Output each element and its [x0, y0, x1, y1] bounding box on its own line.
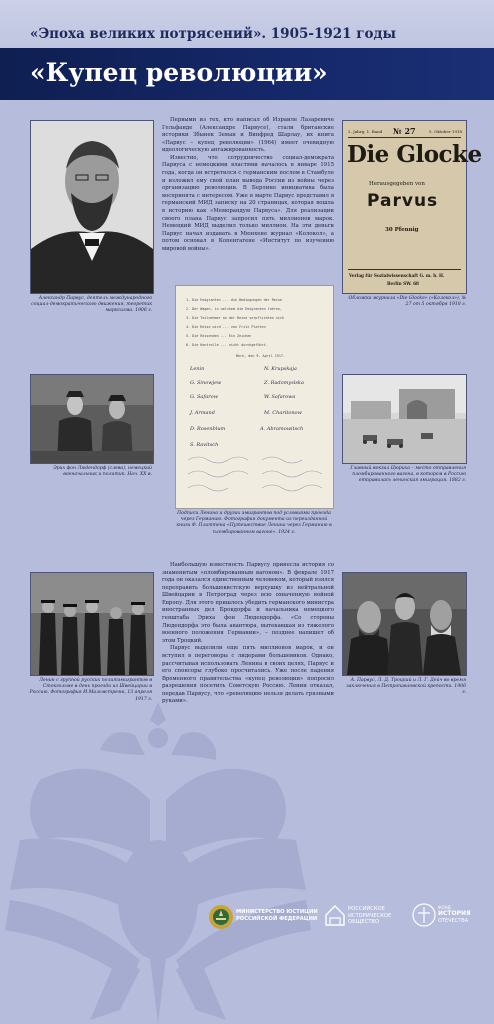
die-glocke-cover-photo: [342, 120, 482, 294]
parvus-portrait-photo: [30, 120, 154, 294]
story-text: [162, 562, 334, 706]
document-clause: 5. Die Reisenden ... Ein Zeichen: [186, 334, 252, 338]
document-clause: 4. Die Reise wird ... von Fritz Platten: [186, 325, 266, 329]
document-signature: W. Safarowa: [264, 394, 296, 400]
magazine-publisher: Verlag für Sozialwissenschaft G. m. b. H.: [349, 273, 445, 278]
signatures-document-photo: [175, 285, 334, 509]
document-caption: Подписи Ленина и других эмигрантов под условиями проезда через Германию. Фотография документа из переизданной книги Ф. Платтена «Путешествие Ленина через Германию в пломбированном вагоне». 1924 г.: [176, 511, 332, 535]
handwriting-strokes-icon: [176, 286, 333, 508]
zurich-station-photo: [342, 374, 467, 464]
magazine-editor: Parvus: [367, 191, 439, 211]
document-signature: A. Abramowitsch: [260, 426, 304, 432]
document-signature: Lenin: [190, 366, 205, 372]
trotsky-group-caption: А. Парвус, Л. Д. Троцкий и Л. Г. Дейч во время заключения в Петропавловской крепости. 1906 г.: [346, 678, 466, 696]
document-place-date: Bern, den 9. April 1917.: [236, 354, 285, 358]
story-paragraph: Наибольшую известность Парвусу принесла история со знаменитым «пломбированным вагоном». В феврале 1917 года он оказался единственным человеком, который взялся переправить большевистскую верхушку из нейтральной Швейцарии в Петроград через всю охваченную войной Европу. Для этого пришлось убедить германского министра иностранных дел Брокдорфа и начальника немецкого генштаба Эриха фон Людендорфа. «Со стороны Людендорфа это была авантюра, вытекавшая из тяжелого военного положения Германии», – позднее напишет об этом Троцкий.: [162, 562, 334, 644]
document-signature: M. Charitonow: [264, 410, 302, 416]
intro-text: [162, 117, 334, 253]
magazine-issue-date: 5. Oktober 1918: [429, 129, 463, 134]
document-signature: Z. Radomyslska: [264, 380, 304, 386]
document-clause: 3. Die Teilnehmer an der Reise verpflichten sich: [186, 316, 284, 320]
document-signature: G. Safarow: [190, 394, 218, 400]
intro-paragraph: Первыми из тех, кто написал об Израиле Лазаревиче Гельфанде (Александре Парвусе), стали британские историки Збынек Земан и Винфред Шарлау, их книга «Парвус – купец революции» (1964) имеет очевидную идеологическую ангажированность.: [162, 117, 334, 154]
document-signature: G. Sinowjew: [190, 380, 222, 386]
document-signature: S. Ravitsch: [190, 442, 219, 448]
rio-emblem-icon: [324, 903, 346, 927]
magazine-issue-number: № 27: [393, 126, 416, 136]
lenin-group-caption: Ленин с группой русских политэмигрантов в Стокгольме в день проезда из Швейцарии в Россию. Фотография И.Мальмстрема, 13 апреля 1917 г.: [29, 678, 152, 702]
trotsky-group-photo: [342, 572, 467, 676]
ludendorff-caption: Эрих фон Людендорф (слева), немецкий военачальник и политик. Нач. ХХ в.: [53, 466, 152, 478]
fond-logo-text: ФОНД ИСТОРИЯ ОТЕЧЕСТВА: [438, 905, 471, 924]
exhibition-subtitle: «Эпоха великих потрясений». 1905-1921 годы: [30, 26, 397, 42]
magazine-city: Berlin SW. 68: [387, 281, 419, 286]
parvus-caption: Александр Парвус, деятель международного социал-демократического движения, теоретик марксизма. 1906 г.: [31, 296, 152, 314]
eagle-watermark-icon: [0, 690, 360, 1024]
die-glocke-caption: Обложка журнала «Die Glocke» («Колокол»), № 27 от 5 октября 1918 г.: [348, 296, 466, 308]
story-paragraph: Парвус выделили еще пять миллионов марок, и он вступил в переговоры с лидерами большевиков. Однако, рассчитывая использовать Ленина в своих целях, Парвус и его спонсоры глубоко просчитались. Уже после падения Временного правительства «купец революции» попросил разрешения посетить Советскую Россию. Ленин отказал, передав Парвусу, что «революцию нельзя делать грязными руками».: [162, 645, 334, 705]
page-title: «Купец революции»: [30, 58, 328, 87]
fond-emblem-icon: [412, 903, 436, 927]
rio-logo-text: РОССИЙСКОЕ ИСТОРИЧЕСКОЕ ОБЩЕСТВО: [348, 906, 392, 925]
magazine-title: Die Glocke: [347, 141, 482, 168]
ministry-logo-text: МИНИСТЕРСТВО ЮСТИЦИИ РОССИЙСКОЙ ФЕДЕРАЦИИ: [236, 909, 318, 922]
zurich-station-caption: Главный вокзал Цюриха – место отправления пломбированного вагона, в котором в Россию отправилась ленинская эмиграция. 1882 г.: [350, 466, 466, 484]
ministry-emblem-icon: [208, 904, 234, 930]
magazine-issue-left: 2. Jahrg. 1. Band: [348, 129, 383, 134]
intro-paragraph: Известно, что сотрудничество социал-демократа Парвуса с немецкими властями началось в январе 1915 года, когда он встретился с германским послом в Стамбуле и изложил ему свой план вывода России из войны через организацию революции. В Берлине инициатива была воспринята с интересом. Уже в марте Парвус представил в германский МИД записку на 20 страницах, которая вошла в историю как «Меморандум Парвуса». Для реализации своего плана Парвус запросил пять миллионов марок. Немецкий МИД выделил только миллион. На эти деньги Парвус начал издавать в Мюнхене журнал «Колокол», а потом основал в Копенгагене «Институт по изучению мировой войны».: [162, 154, 334, 252]
magazine-price: 30 Pfennig: [385, 227, 419, 233]
document-signature: D. Rosenblum: [190, 426, 226, 432]
lenin-group-photo: [30, 572, 154, 676]
document-clause: 6. Die Kontrolle ... nicht durchgeführt.: [186, 343, 268, 347]
document-clause: 2. Der Wagen, in welchem die Emigranten fahren,: [186, 307, 282, 311]
document-signature: N. Krupskaja: [264, 366, 297, 372]
magazine-subtitle: Herausgegeben von: [369, 181, 425, 187]
ludendorff-photo: [30, 374, 154, 464]
document-clause: 1. Die Emigranten ... die Bedingungen der Reise: [186, 298, 282, 302]
document-signature: J. Armand: [190, 410, 215, 416]
